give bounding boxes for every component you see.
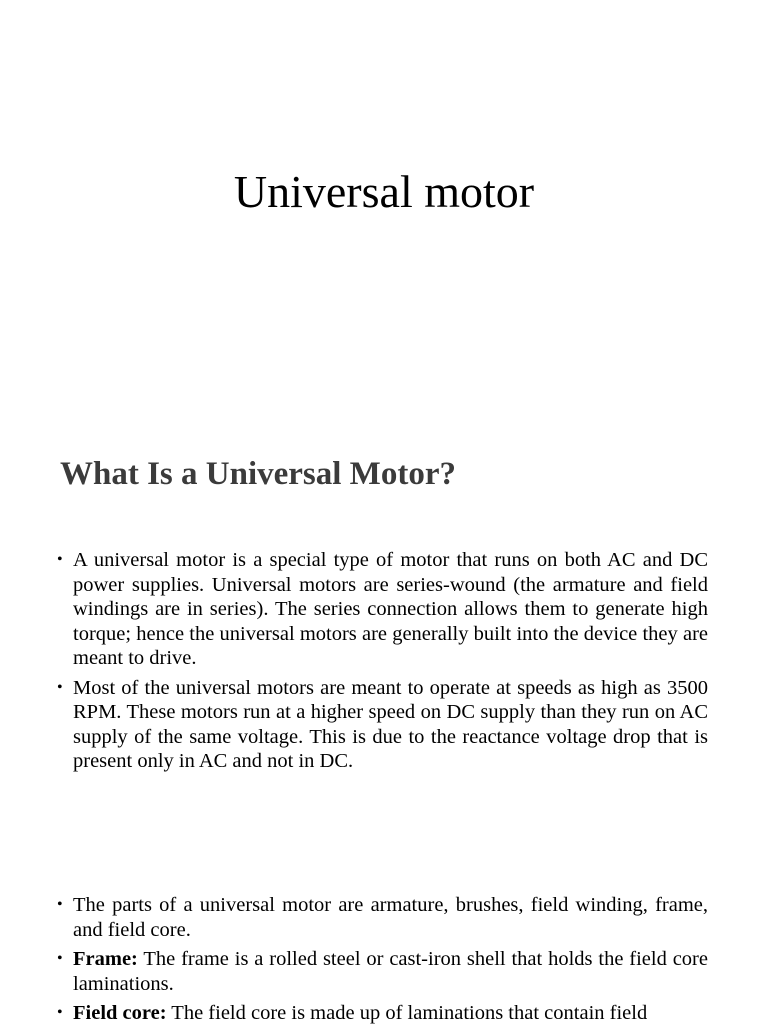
bullet-dot-icon: •	[57, 678, 63, 696]
bullet-text: A universal motor is a special type of motor that runs on both AC and DC power supplies. Universal motors are series-wound (the armature and field windings are in series). The series connection allows them to generate high torque; hence the universal motors are generally built into the device they are meant to drive.	[73, 549, 708, 669]
bullet-term: Field core:	[73, 1002, 167, 1024]
slide-what-is	[0, 400, 768, 860]
bullet-text: The field core is made up of laminations that contain field	[166, 1002, 648, 1024]
bullet-item	[56, 676, 708, 774]
bullet-dot-icon: •	[57, 896, 63, 913]
slide-parts	[0, 860, 768, 1024]
section-heading: What Is a Universal Motor?	[60, 456, 456, 492]
bullet-list	[56, 893, 708, 1031]
slide-title	[0, 0, 768, 400]
bullet-dot-icon: •	[57, 551, 63, 568]
bullet-term: Frame:	[73, 948, 138, 970]
bullet-item	[56, 893, 708, 942]
bullet-dot-icon: •	[57, 950, 63, 967]
bullet-item	[56, 548, 708, 671]
bullet-text: The parts of a universal motor are armature, brushes, field winding, frame, and field core.	[73, 894, 708, 941]
bullet-text: Most of the universal motors are meant to operate at speeds as high as 3500 RPM. These motors run at a higher speed on DC supply than they run on AC supply of the same voltage. This is due to the reactance voltage drop that is present only in AC and not in DC.	[73, 676, 708, 772]
bullet-item	[56, 947, 708, 996]
bullet-text: The frame is a rolled steel or cast-iron shell that holds the field core laminations.	[73, 948, 708, 995]
bullet-dot-icon: •	[57, 1004, 63, 1021]
slide-title-heading: Universal motor	[233, 166, 535, 217]
bullet-list	[56, 548, 708, 779]
bullet-item	[56, 1001, 708, 1026]
